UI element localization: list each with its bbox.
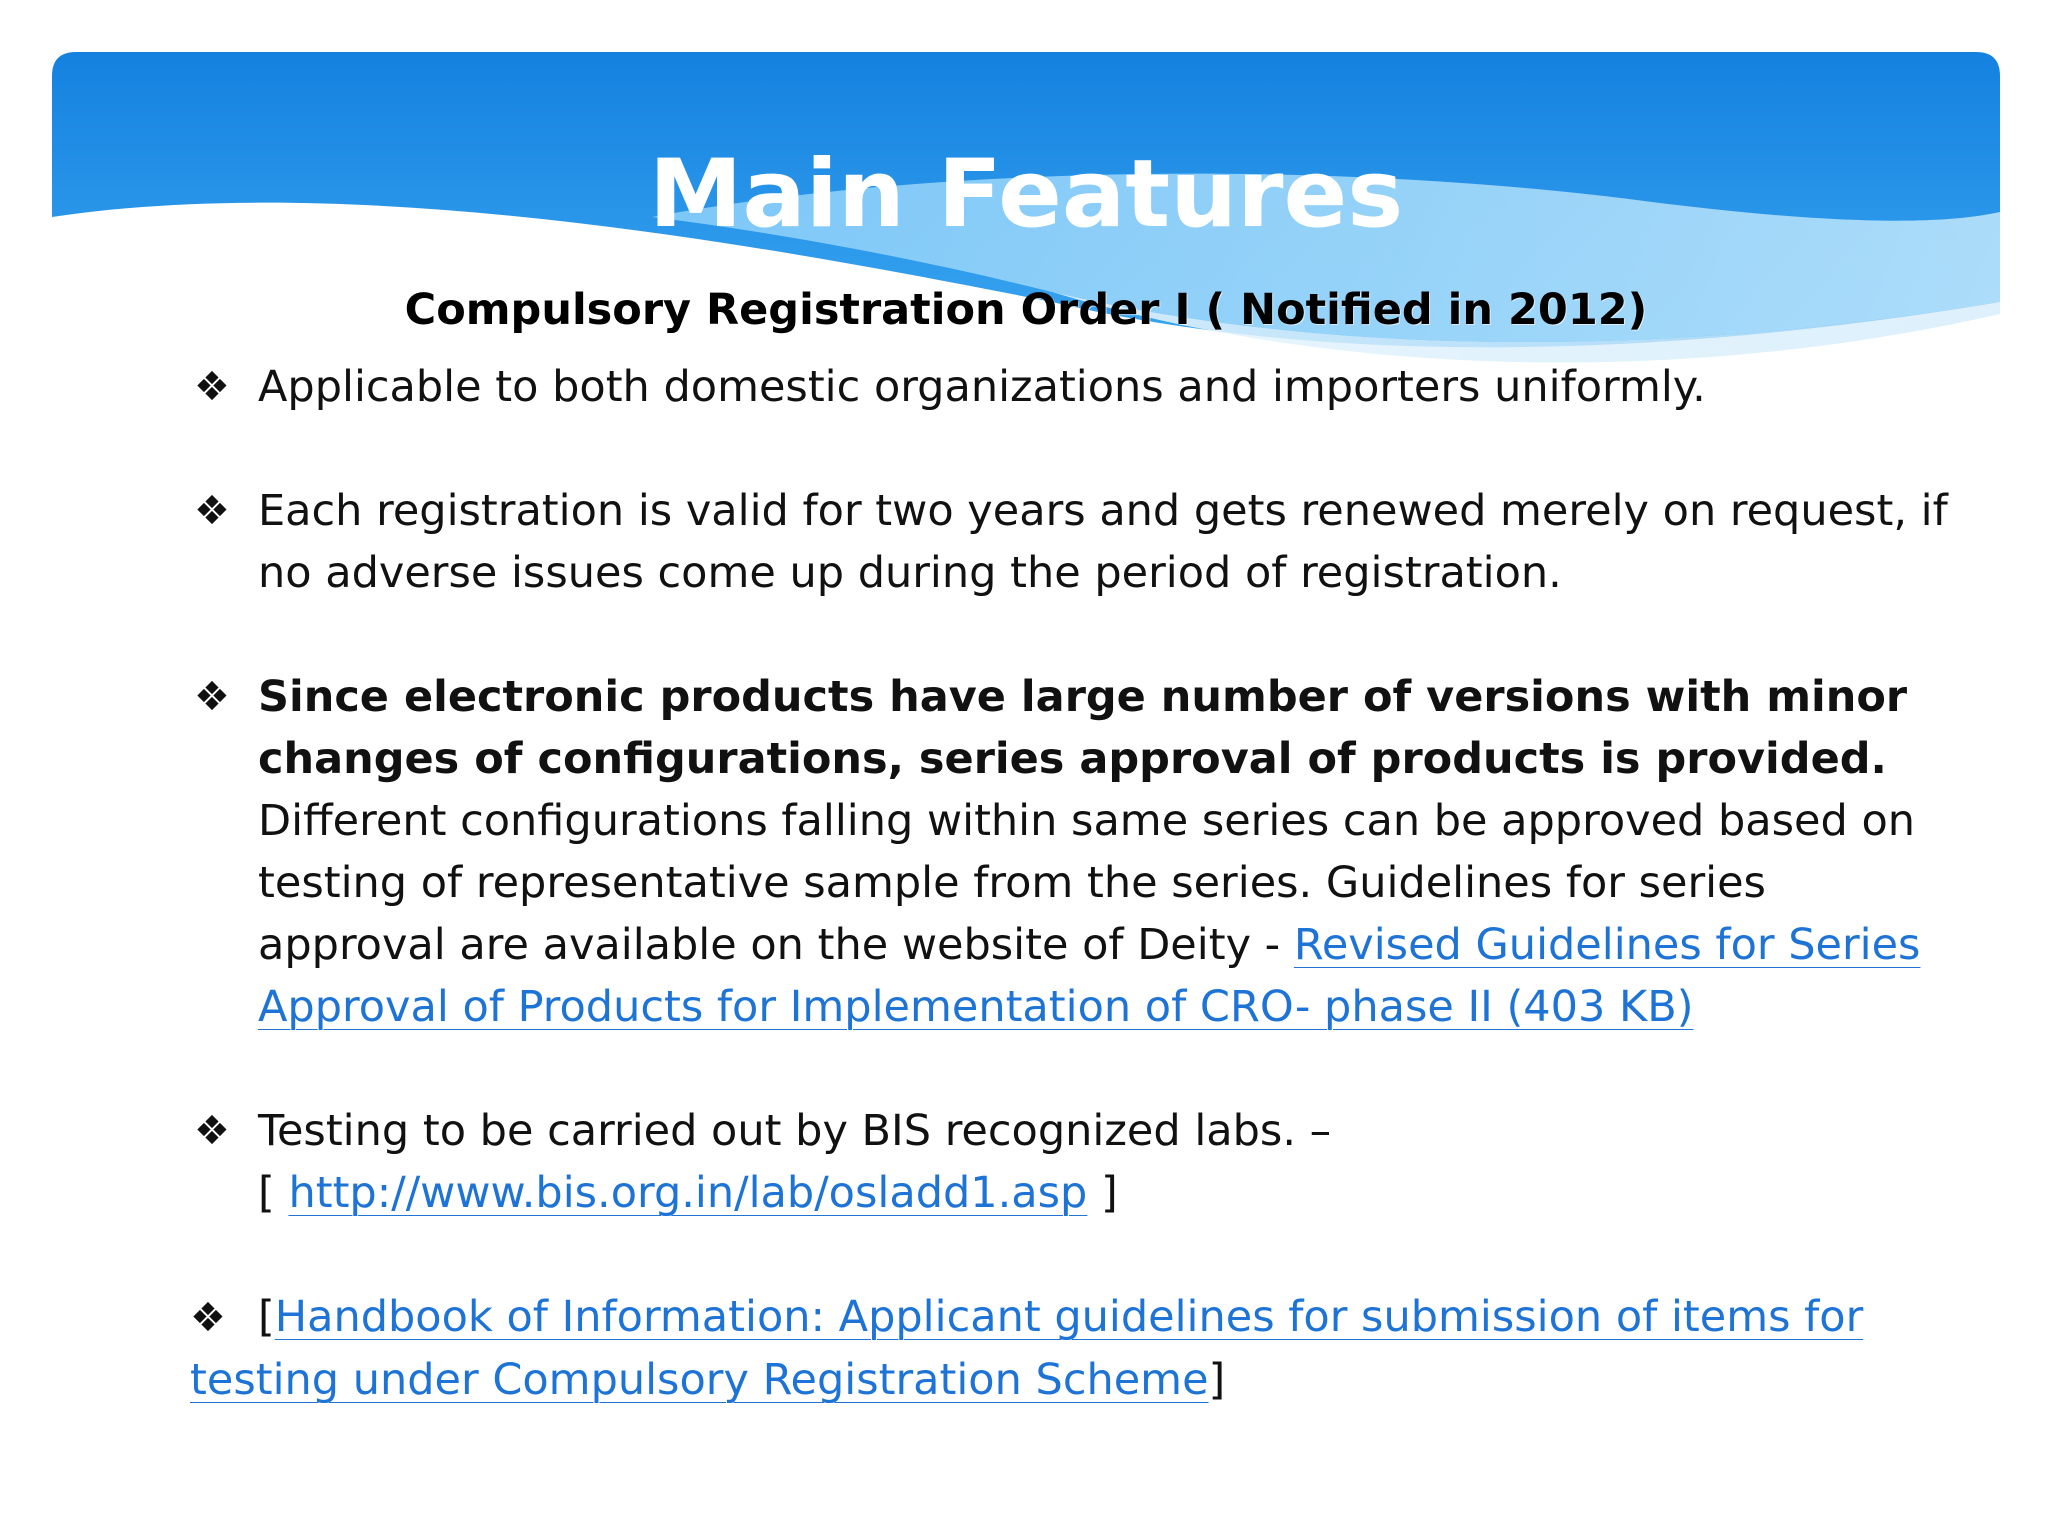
bracket-open: [ xyxy=(258,1292,275,1342)
bullet-text: Applicable to both domestic organizations and importers uniformly. xyxy=(258,362,1706,412)
bullet-bold-text: Since electronic products have large number of versions with minor changes of configurations, series approval of products is provided. xyxy=(258,672,1908,784)
bracket-open: [ xyxy=(258,1168,289,1218)
list-item xyxy=(190,1286,1950,1411)
bis-labs-link[interactable]: http://www.bis.org.in/lab/osladd1.asp xyxy=(288,1168,1088,1218)
bracket-close: ] xyxy=(1087,1168,1118,1218)
bullet-text: Testing to be carried out by BIS recognized labs. – xyxy=(258,1106,1332,1156)
page-subtitle: Compulsory Registration Order I ( Notified in 2012) xyxy=(404,285,1648,335)
series-approval-guidelines-link[interactable]: Revised Guidelines for Series Approval of Products for Implementation of CRO- phase II (403 KB) xyxy=(258,920,1921,1032)
four-diamond-bullet-icon: ❖ xyxy=(190,1295,226,1341)
handbook-link[interactable]: Handbook of Information: Applicant guidelines for submission of items for testing under Compulsory Registration Scheme xyxy=(190,1292,1864,1405)
header-banner xyxy=(52,52,2000,372)
bullet-text: Each registration is valid for two years and gets renewed merely on request, if no adverse issues come up during the period of registration. xyxy=(258,486,1948,598)
page-title: Main Features xyxy=(648,140,1404,249)
feature-list xyxy=(190,356,1950,1411)
four-diamond-bullet-icon: ❖ xyxy=(194,674,230,720)
four-diamond-bullet-icon: ❖ xyxy=(194,364,230,410)
four-diamond-bullet-icon: ❖ xyxy=(194,1108,230,1154)
list-item xyxy=(190,480,1950,604)
list-item xyxy=(190,356,1950,418)
bullet-text: Different configurations falling within same series can be approved based on testing of representative sample from the series. Guidelines for series approval are available on the website of Deity - xyxy=(258,796,1916,970)
bracket-close: ] xyxy=(1208,1355,1226,1405)
list-item xyxy=(190,1100,1950,1224)
four-diamond-bullet-icon: ❖ xyxy=(194,488,230,534)
list-item xyxy=(190,666,1950,1038)
